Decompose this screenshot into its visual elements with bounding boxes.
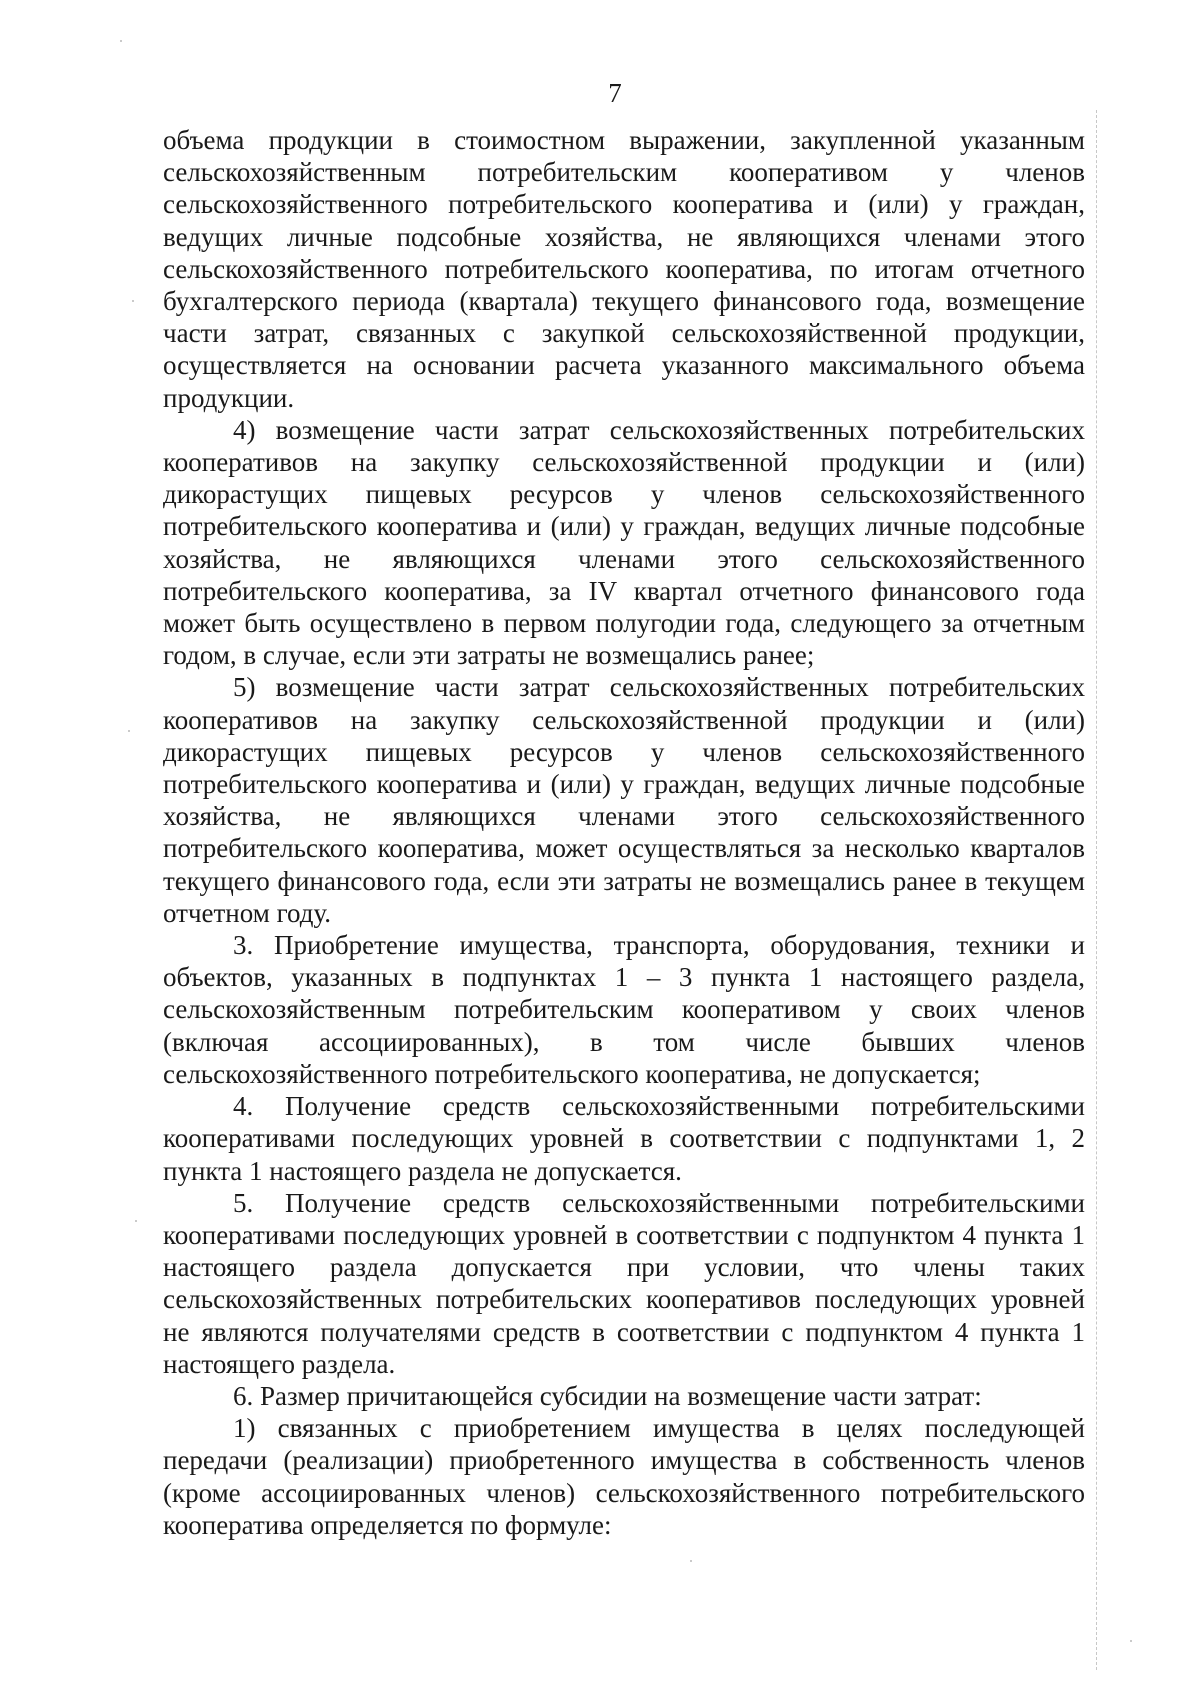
paragraph-item-6-subitem-1: 1) связанных с приобретением имущества в целях последующей передачи (реализации) приобретенного имущества в собственность членов (кроме ассоциированных членов) сельскохозяйственного потребительского кооператива определяется по формуле: xyxy=(163,1413,1085,1540)
paragraph-item-6: 6. Размер причитающейся субсидии на возмещение части затрат: xyxy=(233,1380,982,1411)
paragraph-item-3: 3. Приобретение имущества, транспорта, оборудования, техники и объектов, указанных в подпунктах 1 – 3 пункта 1 настоящего раздела, сельскохозяйственным потребительским кооперативом у своих членов (включая ассоциированных), в том числе бывших членов сельскохозяйственного потребительского кооператива, не допускается; xyxy=(163,930,1085,1089)
scan-speck xyxy=(135,1220,137,1222)
page-number: 7 xyxy=(608,78,622,108)
scan-speck xyxy=(1130,1640,1132,1642)
scan-speck xyxy=(128,730,130,732)
document-body xyxy=(163,124,1085,1541)
scan-speck xyxy=(132,300,134,302)
paragraph-item-5: 5. Получение средств сельскохозяйственными потребительскими кооперативами последующих уровней в соответствии с подпунктом 4 пункта 1 настоящего раздела допускается при условии, что члены таких сельскохозяйственных потребительских кооперативов последующих уровней не являются получателями средств в соответствии с подпунктом 4 пункта 1 настоящего раздела. xyxy=(163,1187,1085,1379)
paragraph-subitem-4: 4) возмещение части затрат сельскохозяйственных потребительских кооперативов на закупку сельскохозяйственной продукции и (или) дикорастущих пищевых ресурсов у членов сельскохозяйственного потребительского кооператива и (или) у граждан, ведущих личные подсобные хозяйства, не являющихся членами этого сельскохозяйственного потребительского кооператива, за IV квартал отчетного финансового года может быть осуществлено в первом полугодии года, следующего за отчетным годом, в случае, если эти затраты не возмещались ранее; xyxy=(163,414,1085,671)
paragraph-continuation: объема продукции в стоимостном выражении, закупленной указанным сельскохозяйственным потребительским кооперативом у членов сельскохозяйственного потребительского кооператива и (или) у граждан, ведущих личные подсобные хозяйства, не являющихся членами этого сельскохозяйственного потребительского кооператива, по итогам отчетного бухгалтерского периода (квартала) текущего финансового года, возмещение части затрат, связанных с закупкой сельскохозяйственной продукции, осуществляется на основании расчета указанного максимального объема продукции. xyxy=(163,125,1085,413)
scan-speck xyxy=(120,40,122,42)
paragraph-item-4: 4. Получение средств сельскохозяйственными потребительскими кооперативами последующих уровней в соответствии с подпунктами 1, 2 пункта 1 настоящего раздела не допускается. xyxy=(163,1091,1085,1186)
paragraph-subitem-5: 5) возмещение части затрат сельскохозяйственных потребительских кооперативов на закупку сельскохозяйственной продукции и (или) дикорастущих пищевых ресурсов у членов сельскохозяйственного потребительского кооператива и (или) у граждан, ведущих личные подсобные хозяйства, не являющихся членами этого сельскохозяйственного потребительского кооператива, может осуществляться за несколько кварталов текущего финансового года, если эти затраты не возмещались ранее в текущем отчетном году. xyxy=(163,672,1085,928)
scan-fold-line xyxy=(1096,110,1098,1670)
scan-speck xyxy=(690,1560,692,1562)
